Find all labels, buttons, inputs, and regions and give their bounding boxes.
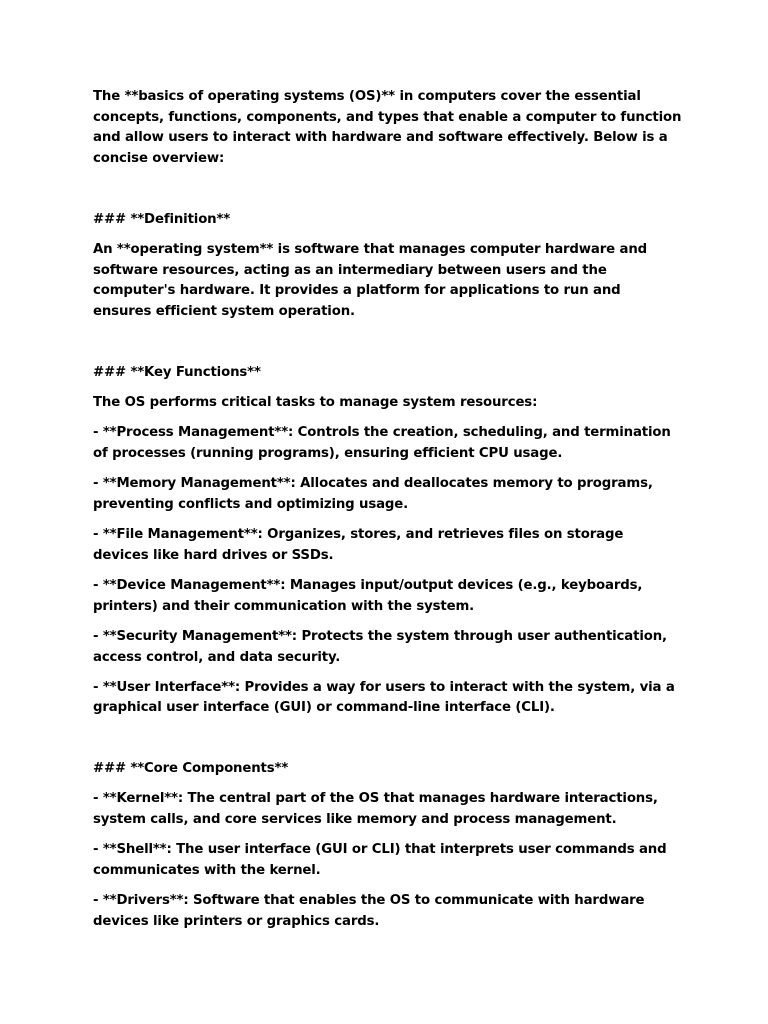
list-item: - **Kernel**: The central part of the OS that manages hardware interactions, system calls, and core services like memory and process management.: [93, 791, 658, 828]
key-functions-intro: The OS performs critical tasks to manage system resources:: [93, 395, 538, 411]
list-item: - **Security Management**: Protects the system through user authentication, access control, and data security.: [93, 628, 667, 665]
list-item: - **Shell**: The user interface (GUI or CLI) that interprets user commands and communicates with the kernel.: [93, 842, 667, 878]
definition-heading: ### **Definition**: [93, 211, 231, 227]
definition-paragraph: An **operating system** is software that manages computer hardware and software resources, acting as an intermediary between users and the computer's hardware. It provides a platform for applications to run and ensures efficient system operation.: [93, 242, 648, 320]
document-body: [93, 87, 683, 933]
list-item: - **User Interface**: Provides a way for users to interact with the system, via a graphical user interface (GUI) or command-line interface (CLI).: [93, 679, 675, 716]
core-components-heading: ### **Core Components**: [93, 761, 289, 777]
key-functions-heading: ### **Key Functions**: [93, 364, 261, 380]
list-item: - **Device Management**: Manages input/output devices (e.g., keyboards, printers) and their communication with the system.: [93, 577, 643, 614]
list-item: - **Drivers**: Software that enables the OS to communicate with hardware devices like printers or graphics cards.: [93, 893, 645, 929]
list-item: - **Process Management**: Controls the creation, scheduling, and termination of processes (running programs), ensuring efficient CPU usage.: [93, 425, 671, 461]
intro-paragraph: The **basics of operating systems (OS)** in computers cover the essential concepts, functions, components, and types that enable a computer to function and allow users to interact with hardware and software effectively. Below is a concise overview:: [93, 89, 682, 167]
list-item: - **File Management**: Organizes, stores, and retrieves files on storage devices like hard drives or SSDs.: [93, 527, 624, 563]
list-item: - **Memory Management**: Allocates and deallocates memory to programs, preventing conflicts and optimizing usage.: [93, 476, 653, 512]
